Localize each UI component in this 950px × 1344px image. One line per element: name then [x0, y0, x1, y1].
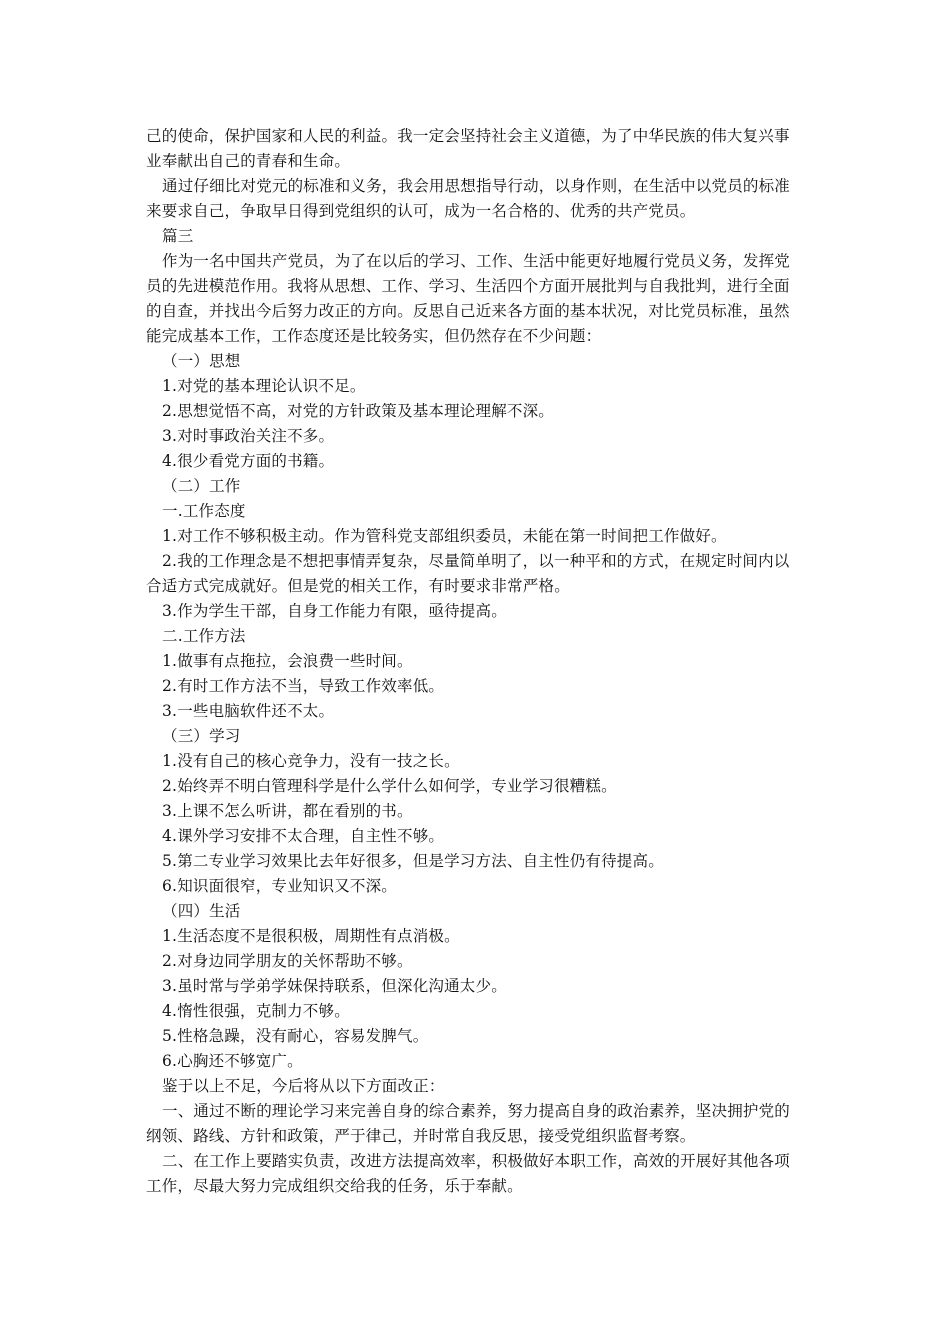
text-line: 二.工作方法 [162, 627, 246, 645]
text-line: 1.做事有点拖拉，会浪费一些时间。 [162, 652, 413, 670]
text-line: （一）思想 [162, 352, 241, 370]
text-line: 3.对时事政治关注不多。 [162, 427, 335, 445]
text-line: 4.惰性很强，克制力不够。 [162, 1002, 350, 1020]
text-line: 工作，尽最大努力完成组织交给我的任务，乐于奉献。 [146, 1177, 523, 1195]
text-line: 2.对身边同学朋友的关怀帮助不够。 [162, 952, 413, 970]
text-line: 通过仔细比对党元的标准和义务，我会用思想指导行动，以身作则，在生活中以党员的标准 [162, 177, 791, 195]
text-line: 3.上课不怎么听讲，都在看别的书。 [162, 802, 413, 820]
text-line: 5.第二专业学习效果比去年好很多，但是学习方法、自主性仍有待提高。 [162, 852, 664, 870]
text-line: 6.知识面很窄，专业知识又不深。 [162, 877, 397, 895]
text-line: 业奉献出自己的青春和生命。 [146, 152, 351, 170]
text-line: 1.对工作不够积极主动。作为管科党支部组织委员，未能在第一时间把工作做好。 [162, 527, 727, 545]
text-line: 一.工作态度 [162, 502, 246, 520]
text-line: 6.心胸还不够宽广。 [162, 1052, 303, 1070]
text-line: 2.思想觉悟不高，对党的方针政策及基本理论理解不深。 [162, 402, 554, 420]
text-line: 4.课外学习安排不太合理，自主性不够。 [162, 827, 445, 845]
text-line: 一、通过不断的理论学习来完善自身的综合素养，努力提高自身的政治素养，坚决拥护党的 [162, 1102, 791, 1120]
text-line: 己的使命，保护国家和人民的利益。我一定会坚持社会主义道德，为了中华民族的伟大复兴事 [146, 127, 790, 145]
text-line: 2.有时工作方法不当，导致工作效率低。 [162, 677, 445, 695]
text-line: 5.性格急躁，没有耐心，容易发脾气。 [162, 1027, 429, 1045]
text-line: 1.没有自己的核心竞争力，没有一技之长。 [162, 752, 460, 770]
text-line: （二）工作 [162, 477, 241, 495]
text-line: （四）生活 [162, 902, 241, 920]
text-line: 能完成基本工作，工作态度还是比较务实，但仍然存在不少问题： [146, 327, 602, 345]
text-line: 鉴于以上不足，今后将从以下方面改正： [162, 1077, 445, 1095]
text-line: 1.生活态度不是很积极，周期性有点消极。 [162, 927, 460, 945]
text-line: 二、在工作上要踏实负责，改进方法提高效率，积极做好本职工作，高效的开展好其他各项 [162, 1152, 791, 1170]
text-line: 2.始终弄不明白管理科学是什么学什么如何学，专业学习很糟糕。 [162, 777, 617, 795]
text-line: 3.虽时常与学弟学妹保持联系，但深化沟通太少。 [162, 977, 507, 995]
text-line: 员的先进模范作用。我将从思想、工作、学习、生活四个方面开展批判与自我批判，进行全面 [146, 277, 790, 295]
text-line: 1.对党的基本理论认识不足。 [162, 377, 366, 395]
text-line: 3.一些电脑软件还不太。 [162, 702, 335, 720]
text-line: 作为一名中国共产党员，为了在以后的学习、工作、生活中能更好地履行党员义务，发挥党 [162, 252, 791, 270]
text-line: 篇三 [162, 227, 194, 245]
text-line: （三）学习 [162, 727, 241, 745]
text-line: 3.作为学生干部，自身工作能力有限，亟待提高。 [162, 602, 507, 620]
text-line: 2.我的工作理念是不想把事情弄复杂，尽量简单明了，以一种平和的方式，在规定时间内以 [162, 552, 790, 570]
document-page [146, 124, 810, 1199]
text-line: 来要求自己，争取早日得到党组织的认可，成为一名合格的、优秀的共产党员。 [146, 202, 696, 220]
text-line: 纲领、路线、方针和政策，严于律己，并时常自我反思，接受党组织监督考察。 [146, 1127, 696, 1145]
text-line: 4.很少看党方面的书籍。 [162, 452, 335, 470]
text-line: 合适方式完成就好。但是党的相关工作，有时要求非常严格。 [146, 577, 570, 595]
text-line: 的自查，并找出今后努力改正的方向。反思自己近来各方面的基本状况，对比党员标准，虽然 [146, 302, 790, 320]
